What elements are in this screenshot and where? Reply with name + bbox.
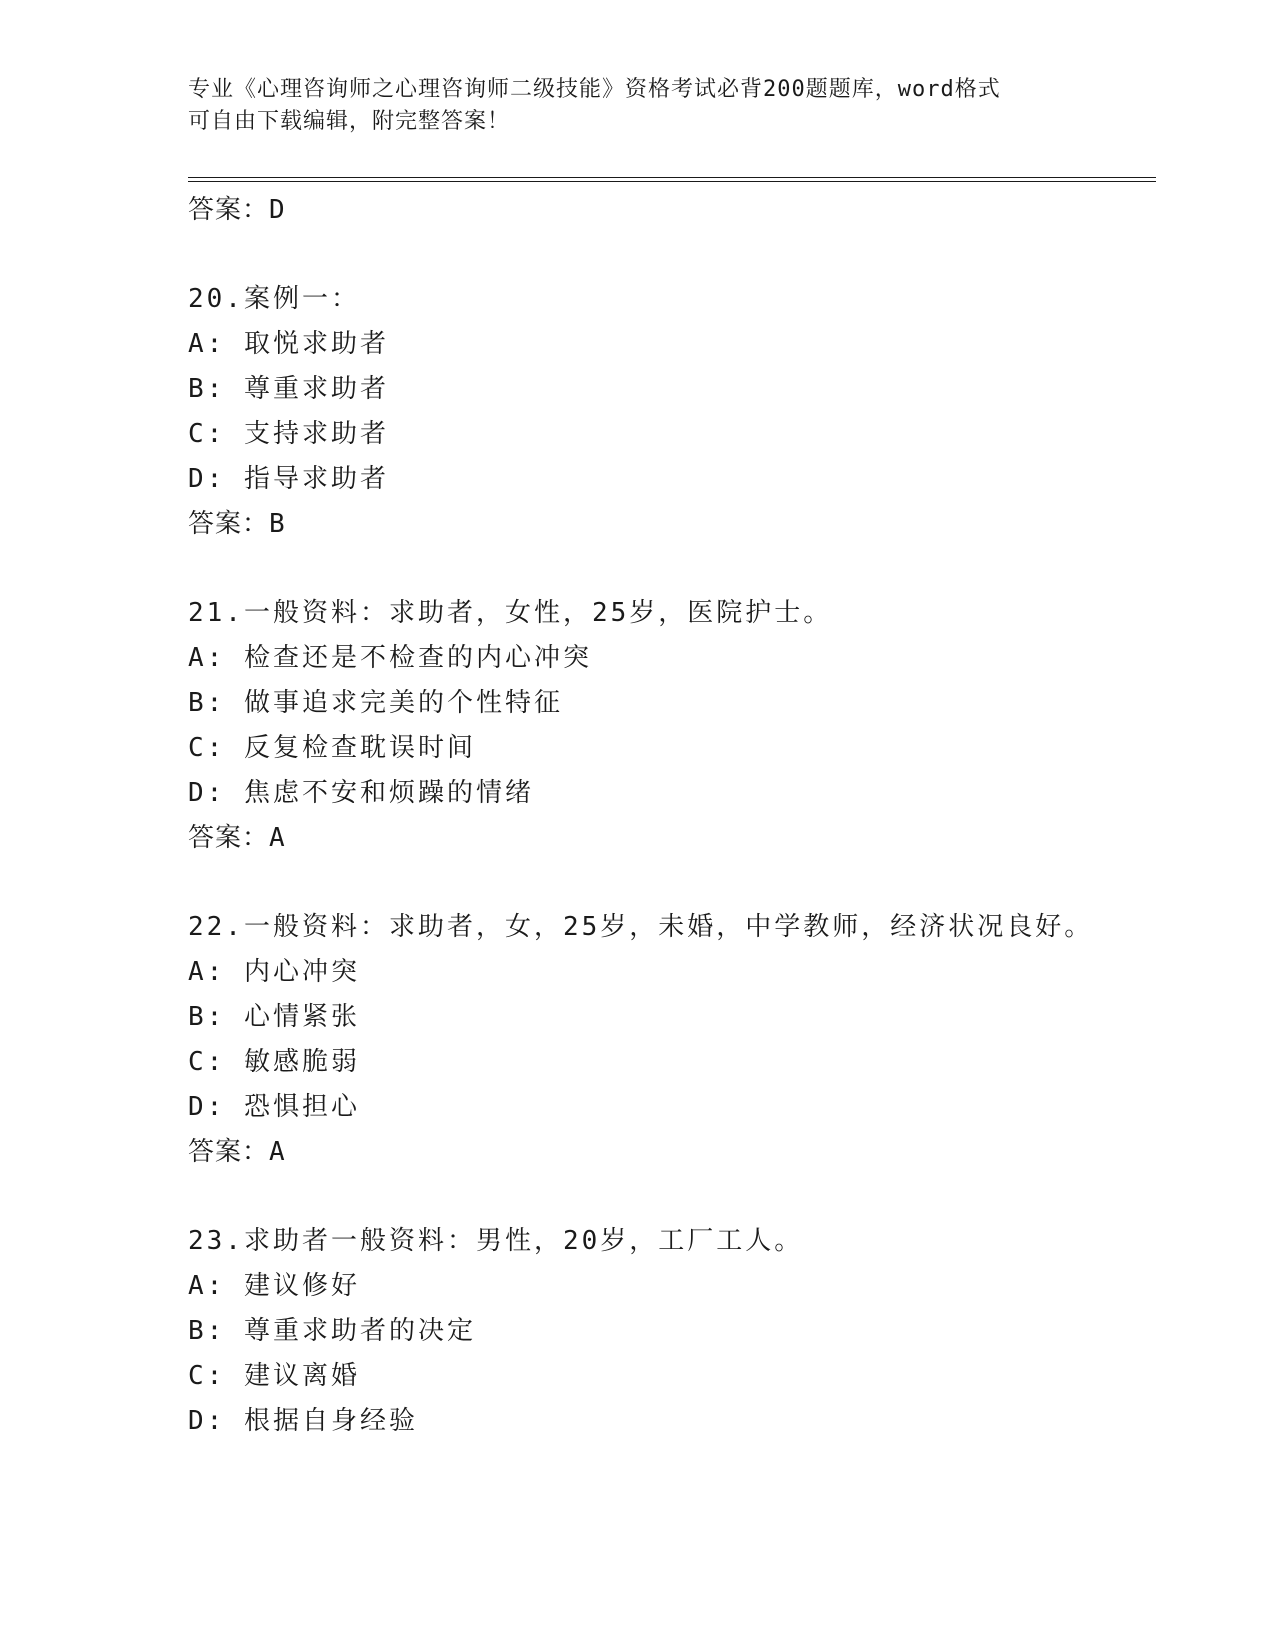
header-divider-top (188, 177, 1156, 178)
option-b: B: 尊重求助者 (188, 374, 389, 404)
header-line-2: 可自由下载编辑，附完整答案！ (188, 109, 511, 134)
header-line-1: 专业《心理咨询师之心理咨询师二级技能》资格考试必背200题题库，word格式 (188, 77, 1001, 102)
header-divider-bottom (188, 181, 1156, 182)
answer-value: A (269, 1137, 286, 1167)
option-b: B: 心情紧张 (188, 1002, 360, 1032)
spacer (188, 1175, 1156, 1219)
option-a: A: 取悦求助者 (188, 329, 389, 359)
answer-label: 答案： (188, 1137, 270, 1167)
question-item (188, 1219, 1156, 1444)
option-c: C: 反复检查耽误时间 (188, 733, 476, 763)
option-d: D: 根据自身经验 (188, 1406, 418, 1436)
answer-value: D (269, 195, 286, 225)
option-c: C: 支持求助者 (188, 419, 389, 449)
answer-label: 答案： (188, 823, 270, 853)
option-d: D: 焦虑不安和烦躁的情绪 (188, 778, 534, 808)
spacer (188, 233, 1156, 277)
option-c: C: 建议离婚 (188, 1361, 360, 1391)
question-stem: 23.求助者一般资料：男性，20岁，工厂工人。 (188, 1226, 804, 1256)
answer-label: 答案： (188, 509, 270, 539)
answer-value: A (269, 823, 286, 853)
question-item (188, 905, 1156, 1175)
question-stem: 20.案例一： (188, 284, 360, 314)
spacer (188, 547, 1156, 591)
option-d: D: 恐惧担心 (188, 1092, 360, 1122)
answer-line (188, 502, 1156, 547)
answer-line (188, 1130, 1156, 1175)
option-d: D: 指导求助者 (188, 464, 389, 494)
document-header (188, 74, 1088, 138)
option-a: A: 建议修好 (188, 1271, 360, 1301)
answer-line (188, 188, 1156, 233)
question-item (188, 591, 1156, 861)
option-b: B: 做事追求完美的个性特征 (188, 688, 563, 718)
answer-line (188, 816, 1156, 861)
option-c: C: 敏感脆弱 (188, 1047, 360, 1077)
option-a: A: 内心冲突 (188, 957, 360, 987)
answer-value: B (269, 509, 286, 539)
answer-label: 答案： (188, 195, 270, 225)
option-b: B: 尊重求助者的决定 (188, 1316, 476, 1346)
spacer (188, 861, 1156, 905)
question-list (188, 188, 1156, 1444)
question-item (188, 277, 1156, 547)
option-a: A: 检查还是不检查的内心冲突 (188, 643, 592, 673)
question-stem: 21.一般资料：求助者，女性，25岁，医院护士。 (188, 598, 833, 628)
question-stem: 22.一般资料：求助者，女，25岁，未婚，中学教师，经济状况良好。 (188, 912, 1094, 942)
